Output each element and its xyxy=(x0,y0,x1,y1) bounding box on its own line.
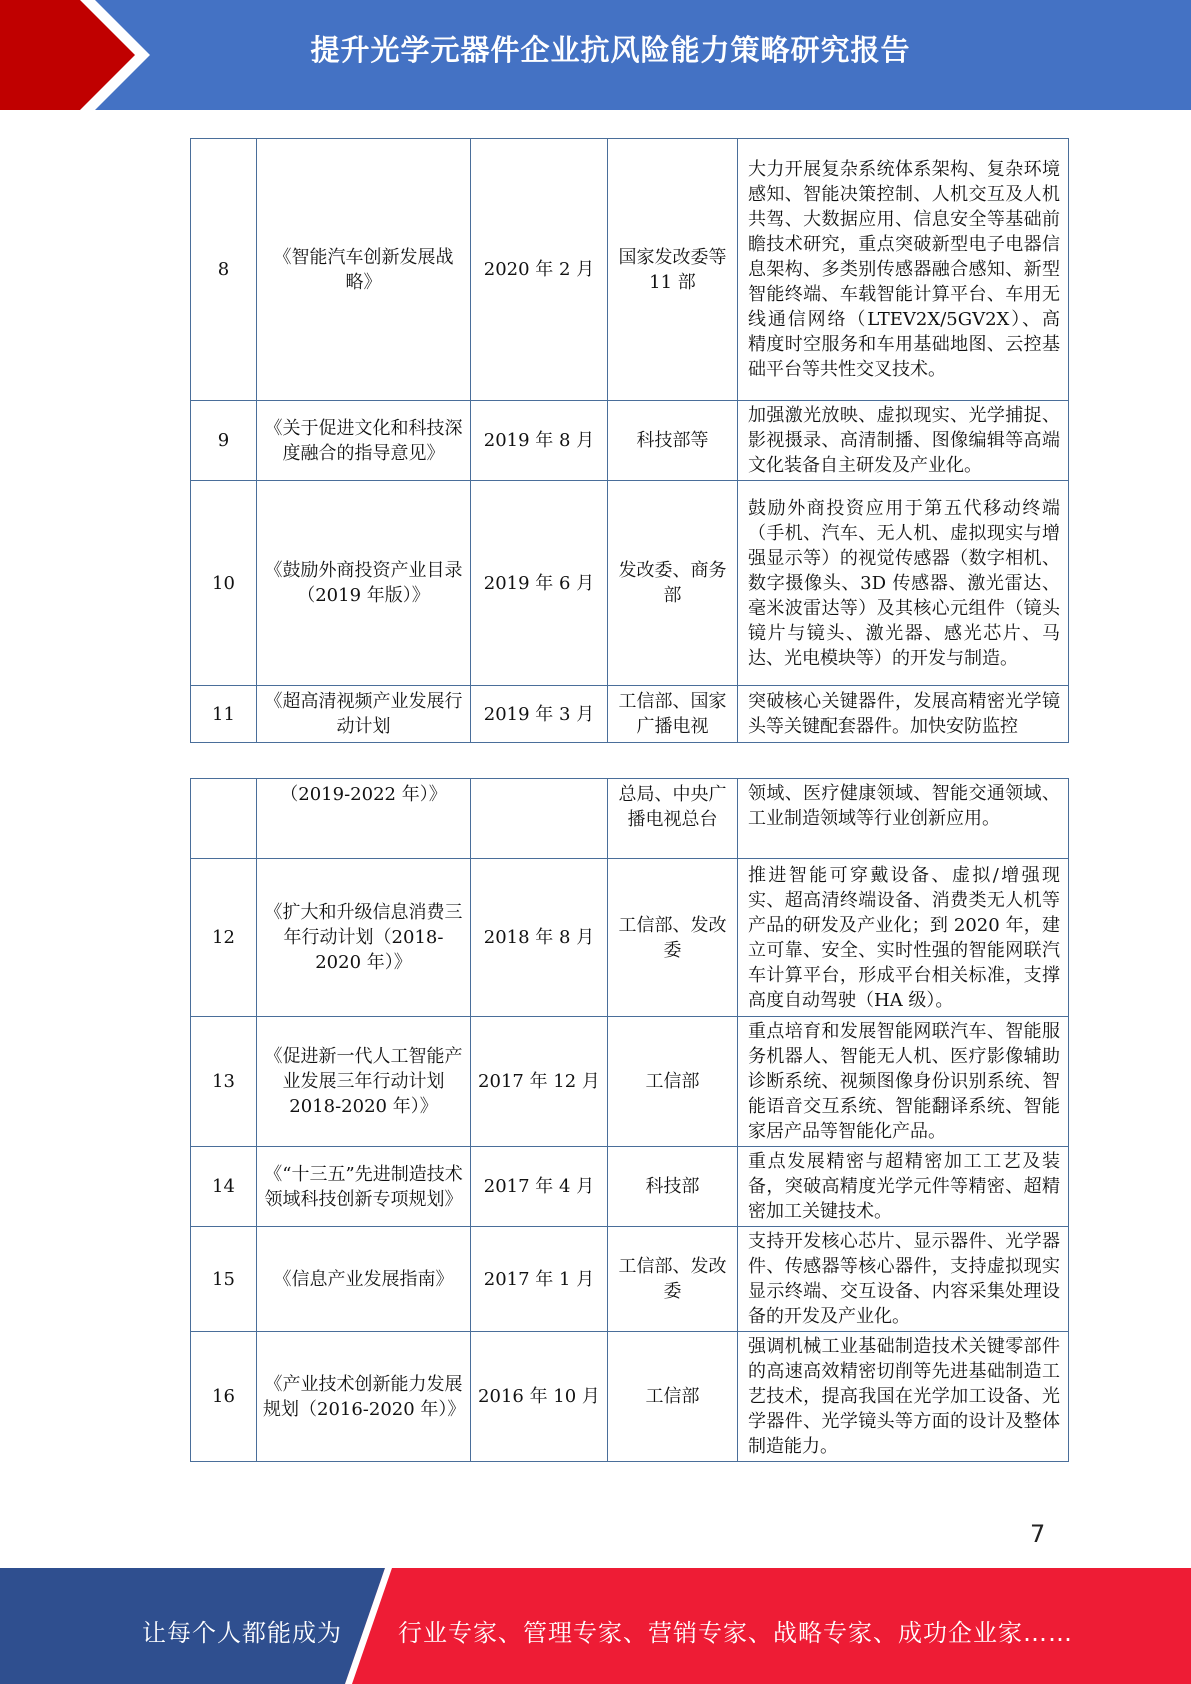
policy-content: 重点发展精密与超精密加工工艺及装备，突破高精度光学元件等精密、超精密加工关键技术。 xyxy=(738,1147,1069,1227)
row-number: 14 xyxy=(191,1147,257,1227)
table-row xyxy=(191,686,1069,743)
policy-date: 2018 年 8 月 xyxy=(471,859,608,1017)
policy-name: 《“十三五”先进制造技术领域科技创新专项规划》 xyxy=(257,1147,471,1227)
policy-date xyxy=(471,779,608,859)
header-banner xyxy=(0,0,1191,110)
policy-name: 《产业技术创新能力发展规划（2016-2020 年）》 xyxy=(257,1332,471,1462)
policy-name: 《超高清视频产业发展行动计划 xyxy=(257,686,471,743)
table-row xyxy=(191,1227,1069,1332)
policy-date: 2020 年 2 月 xyxy=(471,139,608,401)
policy-name: 《关于促进文化和科技深度融合的指导意见》 xyxy=(257,401,471,481)
row-number: 16 xyxy=(191,1332,257,1462)
policy-name: 《扩大和升级信息消费三年行动计划（2018-2020 年）》 xyxy=(257,859,471,1017)
row-number: 11 xyxy=(191,686,257,743)
footer-slogan-left: 让每个人都能成为 xyxy=(142,1619,342,1647)
policy-content: 鼓励外商投资应用于第五代移动终端（手机、汽车、无人机、虚拟现实与增强显示等）的视觉传感器（数字相机、数字摄像头、3D 传感器、激光雷达、毫米波雷达等）及其核心元组件（镜头镜片与镜头、激光器、感光芯片、马达、光电模块等）的开发与制造。 xyxy=(738,481,1069,686)
row-number: 8 xyxy=(191,139,257,401)
table-row xyxy=(191,139,1069,401)
row-number: 9 xyxy=(191,401,257,481)
policy-department: 国家发改委等 11 部 xyxy=(608,139,738,401)
policy-date: 2016 年 10 月 xyxy=(471,1332,608,1462)
table-row xyxy=(191,481,1069,686)
policy-date: 2017 年 12 月 xyxy=(471,1017,608,1147)
policy-department: 工信部、国家广播电视 xyxy=(608,686,738,743)
policy-name: 《智能汽车创新发展战略》 xyxy=(257,139,471,401)
policy-department: 科技部 xyxy=(608,1147,738,1227)
table-row xyxy=(191,1147,1069,1227)
policy-table-part1 xyxy=(190,138,1069,743)
policy-department: 工信部、发改委 xyxy=(608,859,738,1017)
policy-table-part2 xyxy=(190,778,1069,1462)
table-row xyxy=(191,779,1069,859)
table-row xyxy=(191,1332,1069,1462)
row-number: 15 xyxy=(191,1227,257,1332)
row-number: 12 xyxy=(191,859,257,1017)
policy-department: 总局、中央广播电视总台 xyxy=(608,779,738,859)
policy-department: 科技部等 xyxy=(608,401,738,481)
policy-content: 加强激光放映、虚拟现实、光学捕捉、影视摄录、高清制播、图像编辑等高端文化装备自主研发及产业化。 xyxy=(738,401,1069,481)
policy-content: 推进智能可穿戴设备、虚拟/增强现实、超高清终端设备、消费类无人机等产品的研发及产业化；到 2020 年，建立可靠、安全、实时性强的智能网联汽车计算平台，形成平台相关标准，支撑高度自动驾驶（HA 级）。 xyxy=(738,859,1069,1017)
footer-slogan-right: 行业专家、管理专家、营销专家、战略专家、成功企业家…… xyxy=(398,1619,1073,1647)
row-number: 13 xyxy=(191,1017,257,1147)
policy-date: 2017 年 4 月 xyxy=(471,1147,608,1227)
page-number: 7 xyxy=(1030,1520,1046,1548)
table-row xyxy=(191,859,1069,1017)
policy-content: 突破核心关键器件，发展高精密光学镜头等关键配套器件。加快安防监控 xyxy=(738,686,1069,743)
report-title: 提升光学元器件企业抗风险能力策略研究报告 xyxy=(310,33,911,67)
policy-content: 强调机械工业基础制造技术关键零部件的高速高效精密切削等先进基础制造工艺技术，提高我国在光学加工设备、光学器件、光学镜头等方面的设计及整体制造能力。 xyxy=(738,1332,1069,1462)
policy-content: 大力开展复杂系统体系架构、复杂环境感知、智能决策控制、人机交互及人机共驾、大数据应用、信息安全等基础前瞻技术研究，重点突破新型电子电器信息架构、多类别传感器融合感知、新型智能终端、车载智能计算平台、车用无线通信网络（LTEV2X/5GV2X）、高精度时空服务和车用基础地图、云控基础平台等共性交叉技术。 xyxy=(738,139,1069,401)
policy-department: 工信部 xyxy=(608,1332,738,1462)
policy-name: 《信息产业发展指南》 xyxy=(257,1227,471,1332)
policy-date: 2019 年 3 月 xyxy=(471,686,608,743)
policy-department: 工信部 xyxy=(608,1017,738,1147)
policy-name: （2019-2022 年）》 xyxy=(257,779,471,859)
policy-name: 《鼓励外商投资产业目录（2019 年版）》 xyxy=(257,481,471,686)
policy-department: 发改委、商务部 xyxy=(608,481,738,686)
policy-department: 工信部、发改委 xyxy=(608,1227,738,1332)
policy-name: 《促进新一代人工智能产业发展三年行动计划 2018-2020 年）》 xyxy=(257,1017,471,1147)
row-number: 10 xyxy=(191,481,257,686)
policy-content: 领域、医疗健康领域、智能交通领域、工业制造领域等行业创新应用。 xyxy=(738,779,1069,859)
table-row xyxy=(191,1017,1069,1147)
policy-content: 支持开发核心芯片、显示器件、光学器件、传感器等核心器件，支持虚拟现实显示终端、交互设备、内容采集处理设备的开发及产业化。 xyxy=(738,1227,1069,1332)
footer-banner xyxy=(0,1568,1191,1684)
policy-content: 重点培育和发展智能网联汽车、智能服务机器人、智能无人机、医疗影像辅助诊断系统、视频图像身份识别系统、智能语音交互系统、智能翻译系统、智能家居产品等智能化产品。 xyxy=(738,1017,1069,1147)
row-number xyxy=(191,779,257,859)
policy-date: 2017 年 1 月 xyxy=(471,1227,608,1332)
table-row xyxy=(191,401,1069,481)
policy-date: 2019 年 6 月 xyxy=(471,481,608,686)
policy-date: 2019 年 8 月 xyxy=(471,401,608,481)
